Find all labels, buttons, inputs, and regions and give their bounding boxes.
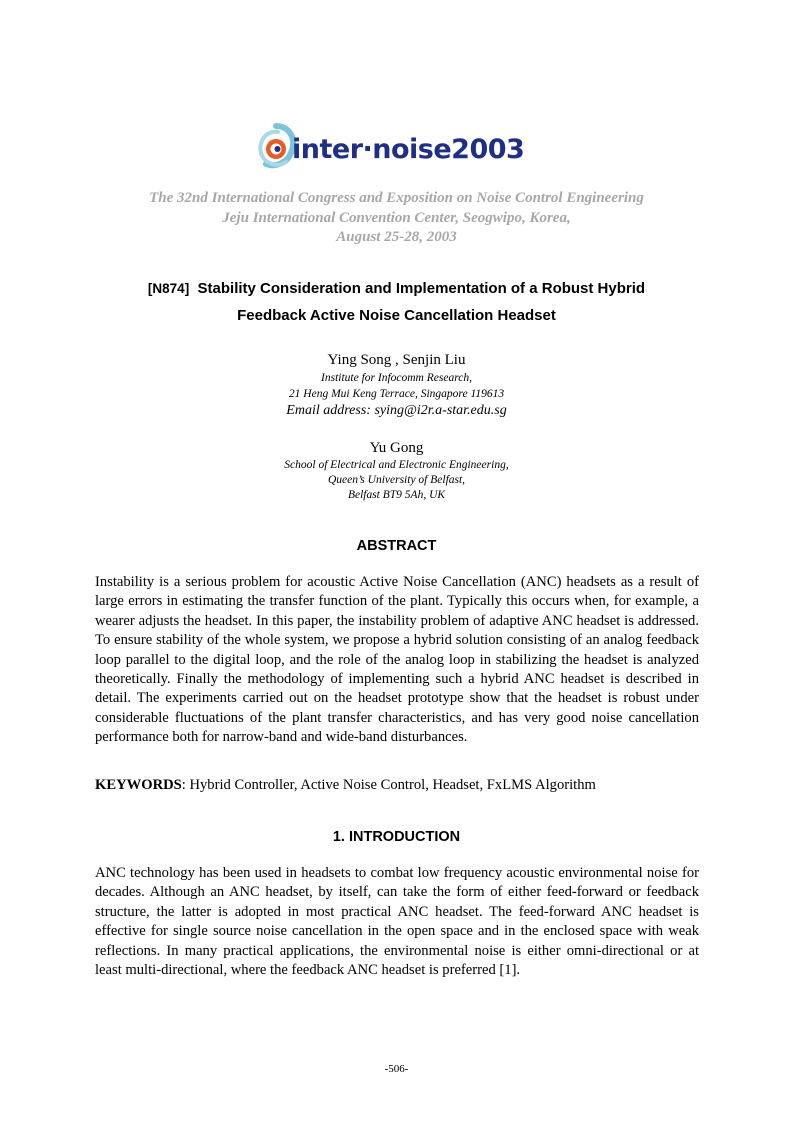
author-university-2: Queen’s University of Belfast, (327, 474, 466, 486)
introduction-heading: 1. INTRODUCTION (332, 829, 461, 845)
abstract-heading: ABSTRACT (356, 538, 437, 554)
author-institute-1: Institute for Infocomm Research, (321, 372, 472, 384)
author-names-2: Yu Gong (369, 440, 424, 456)
conference-venue: Jeju International Convention Center, Seogwipo, Korea, (222, 210, 571, 226)
paper-title-text-1: Stability Consideration and Implementation of a Robust Hybrid (197, 280, 646, 297)
author-address-1: 21 Heng Mui Keng Terrace, Singapore 119613 (288, 388, 505, 400)
author-email-line (0, 402, 793, 420)
keywords-label: KEYWORDS (95, 777, 182, 793)
author-email: sying@i2r.a-star.edu.sg (374, 403, 507, 418)
keywords-line (95, 776, 699, 795)
swirl-logo-icon (256, 120, 296, 178)
conference-name: The 32nd International Congress and Exposition on Noise Control Engineering (149, 190, 644, 206)
paper-code: [N874] (147, 281, 190, 296)
page-number: -506- (384, 1063, 409, 1075)
paper-title-line-1 (0, 279, 793, 299)
conference-dates: August 25-28, 2003 (336, 229, 457, 245)
author-names-1: Ying Song , Senjin Liu (327, 352, 466, 368)
keywords-text: : Hybrid Controller, Active Noise Control, Headset, FxLMS Algorithm (181, 777, 596, 793)
author-address-2: Belfast BT9 5Ah, UK (347, 489, 446, 501)
email-label: Email address: (286, 403, 371, 418)
introduction-text: ANC technology has been used in headsets to combat low frequency acoustic environmental noise for decades. Although an ANC headset, by itself, can take the form of either feed-forward or feedback structure, the latter is adopted in most practical ANC headset. The feed-forward ANC headset is effective for single source noise cancellation in the open space and in the enclosed space with weak reflections. In many practical applications, the environmental noise is either omni-directional or at least multi-directional, where the feedback ANC headset is preferred [1]. (95, 865, 699, 979)
paper-title-line-2: Feedback Active Noise Cancellation Headset (237, 307, 556, 324)
author-school-2: School of Electrical and Electronic Engineering, (284, 459, 509, 471)
conference-logo (256, 120, 541, 178)
logo-wordmark: inter·noise2003 (292, 134, 525, 165)
abstract-text: Instability is a serious problem for acoustic Active Noise Cancellation (ANC) headsets as a result of large errors in estimating the transfer function of the plant. Typically this occurs when, for example, a wearer adjusts the headset. In this paper, the instability problem of adaptive ANC headset is addressed. To ensure stability of the whole system, we propose a hybrid solution consisting of an analog feedback loop parallel to the digital loop, and the role of the analog loop in stabilizing the headset is analyzed theoretically. Finally the methodology of implementing such a hybrid ANC headset is described in detail. The experiments carried out on the headset prototype show that the headset is robust under considerable fluctuations of the plant transfer characteristics, and has very good noise cancellation performance both for narrow-band and wide-band disturbances. (95, 574, 699, 746)
